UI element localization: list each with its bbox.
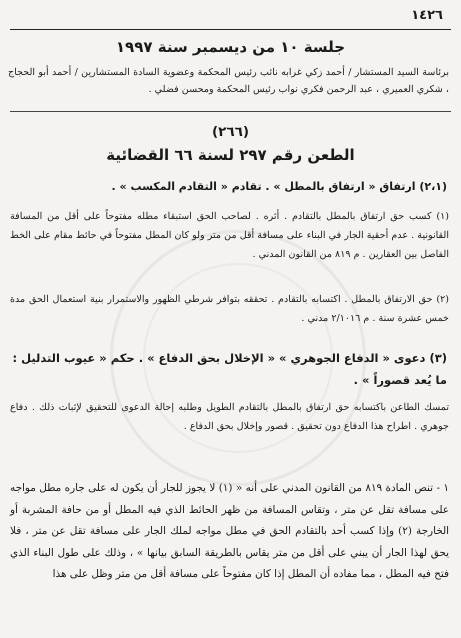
paragraph-1: (١) كسب حق ارتفاق بالمطل بالتقادم . أثره . لصاحب الحق استبقاء مطله مفتوحاً على أقل من المسافة القانونية . عدم أحقية الجار في البناء على مسافة أقل من متر ولو كان المطل مفتوحاً في حائط مقام على الخط الفاصل بين العقارين . م ٨١٩ من القانون المدني . (10, 211, 449, 260)
paragraph-3: تمسك الطاعن باكتسابه حق ارتفاق بالمطل بالتقادم الطويل وطلبه إحالة الدعوى للتحقيق لإثبات ذلك . دفاع جوهري . اطراح هذا الدفاع دون تحقيق . قصور وإخلال بحق الدفاع . (10, 402, 449, 432)
case-number: (٢٦٦) (211, 124, 250, 140)
headnote-1: (٢،١) ارتفاق « ارتفاق بالمطل » . تقادم « التقادم المكسب » . (111, 180, 447, 193)
paragraph-2: (٢) حق الارتفاق بالمطل . اكتسابه بالتقادم . تحققه بتوافر شرطي الظهور والاستمرار بنية استعمال الحق مدة خمس عشرة سنة . م ٢/١٠١٦ مدني . (10, 294, 449, 324)
top-divider (10, 29, 451, 30)
presidency-paragraph: برئاسة السيد المستشار / أحمد زكي غرابه نائب رئيس المحكمة وعضوية السادة المستشارين / أحمد أبو الحجاج ، شكري العميري ، عبد الرحمن فكري نواب رئيس المحكمة ومحسن فضلي . (8, 67, 449, 95)
session-title: جلسة ١٠ من ديسمبر سنة ١٩٩٧ (115, 38, 346, 56)
appeal-title: الطعن رقم ٢٩٧ لسنة ٦٦ القضائية (106, 146, 355, 164)
page-number: ١٤٢٦ (411, 8, 443, 23)
section-divider (10, 111, 451, 112)
headnote-2: (٣) دعوى « الدفاع الجوهري » « الإخلال بحق الدفاع » . حكم « عيوب التدليل : ما يُعد قصوراً » . (12, 351, 447, 387)
body-text: ١ - تنص المادة ٨١٩ من القانون المدني على أنه « (١) لا يجوز للجار أن يكون له على جاره مطل مواجه على مسافة تقل عن متر ، وتقاس المسافة من ظهر الحائط الذي فيه المطل أو من حافة المشربة أو الخارجة (٢) وإذا كسب أحد بالتقادم الحق في مطل مواجه لملك الجار على مسافة تقل عن متر ، فلا يحق لهذا الجار أن يبني على أقل من متر يقاس بالطريقة السابق بيانها » ، وذلك على طول البناء الذي فتح فيه المطل ، مما مفاده أن المطل إذا كان مفتوحاً على مسافة أقل من متر وظل على هذا (10, 482, 449, 580)
